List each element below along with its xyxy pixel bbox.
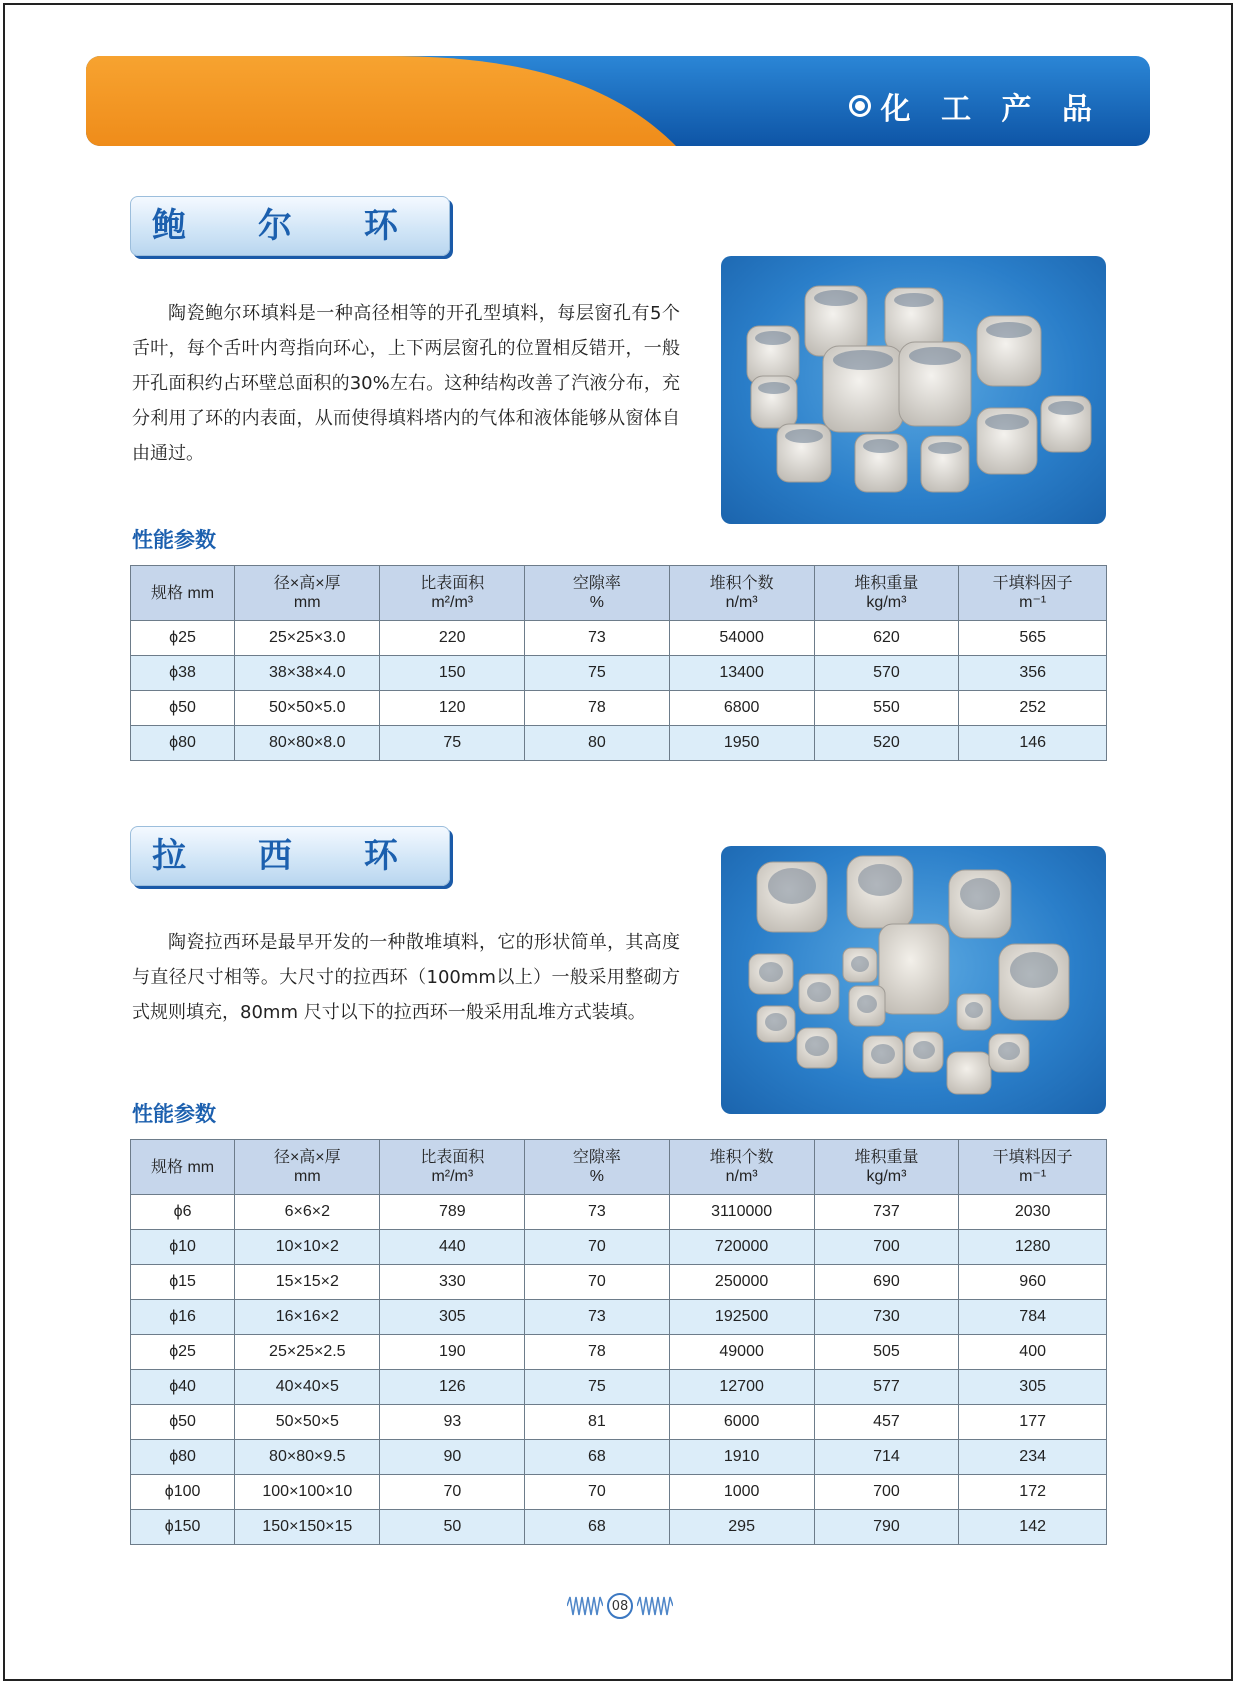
- table-cell: 54000: [669, 621, 814, 656]
- table-row: [131, 1300, 1107, 1335]
- table-cell: ϕ38: [131, 656, 235, 691]
- column-header-unit: kg/m³: [866, 1168, 907, 1185]
- column-header-label: 规格 mm: [151, 584, 215, 602]
- table-cell: 565: [959, 621, 1107, 656]
- pall-ring-photo: [721, 256, 1106, 524]
- table-cell: 150×150×15: [235, 1510, 380, 1545]
- table-cell: 25×25×2.5: [235, 1335, 380, 1370]
- pall-ring-description: 陶瓷鲍尔环填料是一种高径相等的开孔型填料，每层窗孔有5个舌叶，每个舌叶内弯指向环心，上下两层窗孔的位置相反错开，一般开孔面积约占环壁总面积的30%左右。这种结构改善了汽液分布，充分利用了环的内表面，从而使得填料塔内的气体和液体能够从窗体自由通过。: [132, 303, 680, 464]
- column-header-label: 比表面积: [420, 1149, 485, 1166]
- table-row: [131, 1195, 1107, 1230]
- table-cell: 80×80×9.5: [235, 1440, 380, 1475]
- column-header: [525, 1140, 669, 1195]
- table-cell: 690: [814, 1265, 959, 1300]
- table-cell: 700: [814, 1230, 959, 1265]
- column-header-unit: %: [589, 1168, 605, 1185]
- table-cell: 730: [814, 1300, 959, 1335]
- table-cell: 73: [525, 621, 670, 656]
- table-cell: 620: [814, 621, 959, 656]
- table-cell: 70: [525, 1230, 669, 1265]
- column-header-label: 空隙率: [572, 575, 621, 592]
- column-header-label: 径×高×厚: [273, 575, 341, 592]
- table-cell: 68: [525, 1510, 669, 1545]
- table-cell: 50×50×5: [235, 1405, 380, 1440]
- table-cell: 789: [380, 1195, 525, 1230]
- table-cell: 68: [525, 1440, 669, 1475]
- table-cell: 3110000: [669, 1195, 814, 1230]
- raschig-ring-table-title: 性能参数: [132, 1102, 216, 1126]
- table-cell: 90: [380, 1440, 525, 1475]
- table-cell: ϕ50: [131, 1405, 235, 1440]
- table-cell: 120: [380, 691, 525, 726]
- table-cell: 305: [380, 1300, 525, 1335]
- column-header-label: 径×高×厚: [273, 1149, 341, 1166]
- table-cell: ϕ25: [131, 1335, 235, 1370]
- table-cell: 252: [959, 691, 1107, 726]
- table-cell: ϕ150: [131, 1510, 235, 1545]
- table-cell: 73: [525, 1300, 669, 1335]
- table-header-row: [131, 1140, 1107, 1195]
- table-cell: 220: [380, 621, 525, 656]
- table-cell: 12700: [669, 1370, 814, 1405]
- table-cell: 1280: [959, 1230, 1107, 1265]
- table-cell: 40×40×5: [235, 1370, 380, 1405]
- column-header: [131, 1140, 235, 1195]
- table-header-row: [131, 566, 1107, 621]
- column-header: [235, 566, 380, 621]
- table-row: [131, 1370, 1107, 1405]
- column-header-label: 干填料因子: [992, 575, 1073, 592]
- bullet-icon: [849, 95, 871, 117]
- column-header: [814, 1140, 959, 1195]
- table-cell: 50: [380, 1510, 525, 1545]
- table-row: [131, 621, 1107, 656]
- table-cell: 570: [814, 656, 959, 691]
- wave-decoration-icon: [637, 1595, 673, 1617]
- table-row: [131, 691, 1107, 726]
- table-cell: 1000: [669, 1475, 814, 1510]
- table-cell: 577: [814, 1370, 959, 1405]
- table-cell: 142: [959, 1510, 1107, 1545]
- table-cell: ϕ10: [131, 1230, 235, 1265]
- table-cell: 78: [525, 691, 670, 726]
- table-cell: 400: [959, 1335, 1107, 1370]
- column-header-unit: m²/m³: [431, 594, 474, 611]
- table-cell: 720000: [669, 1230, 814, 1265]
- pall-ring-spec-table: [130, 565, 1107, 761]
- table-cell: 714: [814, 1440, 959, 1475]
- table-cell: 177: [959, 1405, 1107, 1440]
- table-cell: 13400: [669, 656, 814, 691]
- table-cell: ϕ25: [131, 621, 235, 656]
- table-row: [131, 1230, 1107, 1265]
- column-header: [380, 566, 525, 621]
- table-row: [131, 1265, 1107, 1300]
- table-cell: 250000: [669, 1265, 814, 1300]
- column-header: [669, 566, 814, 621]
- section-title-raschig-ring: 拉 西 环: [130, 826, 450, 886]
- column-header-label: 堆积重量: [854, 1149, 919, 1166]
- raschig-ring-spec-table: [130, 1139, 1107, 1545]
- table-cell: 70: [380, 1475, 525, 1510]
- table-cell: 150: [380, 656, 525, 691]
- table-cell: 49000: [669, 1335, 814, 1370]
- table-cell: ϕ16: [131, 1300, 235, 1335]
- table-cell: 6000: [669, 1405, 814, 1440]
- table-cell: 78: [525, 1335, 669, 1370]
- table-cell: 305: [959, 1370, 1107, 1405]
- table-cell: 80: [525, 726, 670, 761]
- table-cell: 457: [814, 1405, 959, 1440]
- table-cell: ϕ40: [131, 1370, 235, 1405]
- table-cell: 440: [380, 1230, 525, 1265]
- table-row: [131, 1440, 1107, 1475]
- table-cell: 330: [380, 1265, 525, 1300]
- table-row: [131, 726, 1107, 761]
- column-header: [669, 1140, 814, 1195]
- table-cell: 100×100×10: [235, 1475, 380, 1510]
- table-row: [131, 1335, 1107, 1370]
- table-cell: ϕ15: [131, 1265, 235, 1300]
- table-cell: 2030: [959, 1195, 1107, 1230]
- table-cell: ϕ100: [131, 1475, 235, 1510]
- page-number: [566, 1592, 674, 1620]
- table-cell: 356: [959, 656, 1107, 691]
- column-header-unit: m²/m³: [431, 1168, 474, 1185]
- table-cell: ϕ80: [131, 726, 235, 761]
- column-header-unit: %: [589, 594, 605, 611]
- table-cell: 75: [525, 656, 670, 691]
- table-cell: 192500: [669, 1300, 814, 1335]
- table-cell: 73: [525, 1195, 669, 1230]
- table-cell: 70: [525, 1475, 669, 1510]
- table-cell: 550: [814, 691, 959, 726]
- table-cell: 50×50×5.0: [235, 691, 380, 726]
- column-header-unit: m⁻¹: [1019, 594, 1047, 611]
- table-cell: 700: [814, 1475, 959, 1510]
- table-cell: 25×25×3.0: [235, 621, 380, 656]
- table-row: [131, 656, 1107, 691]
- table-cell: 234: [959, 1440, 1107, 1475]
- table-cell: ϕ80: [131, 1440, 235, 1475]
- table-cell: 505: [814, 1335, 959, 1370]
- column-header: [235, 1140, 380, 1195]
- column-header-label: 堆积个数: [709, 1149, 774, 1166]
- section-title-pall-ring: 鲍 尔 环: [130, 196, 450, 256]
- table-cell: 1910: [669, 1440, 814, 1475]
- column-header-unit: kg/m³: [866, 594, 907, 611]
- column-header: [380, 1140, 525, 1195]
- column-header-label: 堆积个数: [709, 575, 774, 592]
- page-number-text: 08: [607, 1593, 633, 1619]
- table-cell: 81: [525, 1405, 669, 1440]
- column-header: [959, 566, 1107, 621]
- column-header: [525, 566, 670, 621]
- table-cell: 737: [814, 1195, 959, 1230]
- column-header-label: 堆积重量: [854, 575, 919, 592]
- table-cell: 960: [959, 1265, 1107, 1300]
- table-row: [131, 1405, 1107, 1440]
- table-cell: 75: [380, 726, 525, 761]
- column-header-unit: mm: [293, 594, 321, 611]
- table-row: [131, 1475, 1107, 1510]
- table-cell: 80×80×8.0: [235, 726, 380, 761]
- column-header: [814, 566, 959, 621]
- table-cell: 38×38×4.0: [235, 656, 380, 691]
- column-header: [131, 566, 235, 621]
- table-cell: 93: [380, 1405, 525, 1440]
- table-cell: 784: [959, 1300, 1107, 1335]
- table-cell: 6×6×2: [235, 1195, 380, 1230]
- column-header-label: 规格 mm: [151, 1158, 215, 1176]
- header-title: [849, 84, 1102, 128]
- table-cell: 190: [380, 1335, 525, 1370]
- table-cell: 520: [814, 726, 959, 761]
- column-header-label: 干填料因子: [992, 1149, 1073, 1166]
- table-cell: 70: [525, 1265, 669, 1300]
- table-row: [131, 1510, 1107, 1545]
- table-cell: 15×15×2: [235, 1265, 380, 1300]
- column-header-label: 比表面积: [420, 575, 485, 592]
- column-header-label: 空隙率: [572, 1149, 621, 1166]
- table-cell: 16×16×2: [235, 1300, 380, 1335]
- header-title-text: 化 工 产 品: [880, 92, 1102, 127]
- table-cell: 75: [525, 1370, 669, 1405]
- table-cell: 1950: [669, 726, 814, 761]
- column-header-unit: mm: [293, 1168, 321, 1185]
- table-cell: 295: [669, 1510, 814, 1545]
- column-header-unit: n/m³: [725, 594, 758, 611]
- table-cell: 10×10×2: [235, 1230, 380, 1265]
- table-cell: 146: [959, 726, 1107, 761]
- wave-decoration-icon: [567, 1595, 603, 1617]
- table-cell: 172: [959, 1475, 1107, 1510]
- raschig-ring-photo: [721, 846, 1106, 1114]
- table-cell: 6800: [669, 691, 814, 726]
- column-header: [959, 1140, 1107, 1195]
- column-header-unit: n/m³: [725, 1168, 758, 1185]
- raschig-ring-description: 陶瓷拉西环是最早开发的一种散堆填料，它的形状简单，其高度与直径尺寸相等。大尺寸的拉西环（100mm以上）一般采用整砌方式规则填充，80mm 尺寸以下的拉西环一般采用乱堆方式装填。: [132, 932, 680, 1023]
- table-cell: ϕ50: [131, 691, 235, 726]
- table-cell: 126: [380, 1370, 525, 1405]
- column-header-unit: m⁻¹: [1019, 1168, 1047, 1185]
- table-cell: ϕ6: [131, 1195, 235, 1230]
- table-cell: 790: [814, 1510, 959, 1545]
- header-banner: [86, 56, 1150, 146]
- pall-ring-table-title: 性能参数: [132, 528, 216, 552]
